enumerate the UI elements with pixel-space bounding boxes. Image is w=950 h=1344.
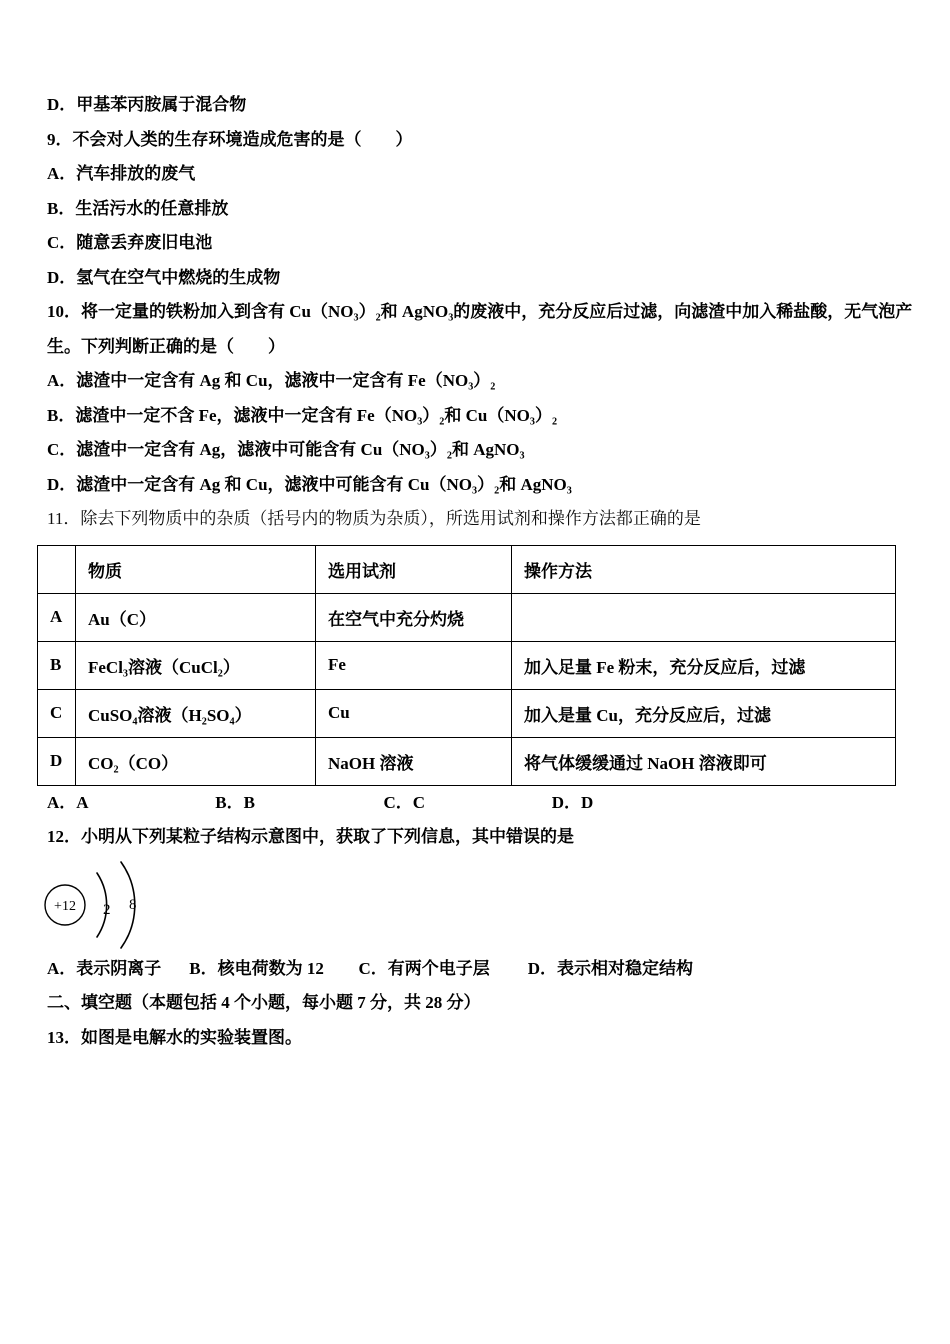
q12-option-c: C．有两个电子层 (358, 958, 490, 978)
table-row (38, 593, 896, 641)
cell-reagent: Cu (316, 689, 512, 737)
q12-options-row (47, 952, 903, 987)
q10-option-b: B．滤渣中一定不含 Fe，滤液中一定含有 Fe（NO₃）₂和 Cu（NO₃）₂ (47, 405, 558, 425)
q12-option-d: D．表示相对稳定结构 (527, 958, 694, 978)
row-label: B (38, 641, 76, 689)
section2-title: 二、填空题（本题包括 4 个小题，每小题 7 分，共 28 分） (47, 993, 481, 1012)
q10-option-a: A．滤渣中一定含有 Ag 和 Cu，滤液中一定含有 Fe（NO₃）₂ (47, 371, 496, 390)
table-header-row (38, 545, 896, 593)
q10-option-c: C．滤渣中一定含有 Ag，滤液中可能含有 Cu（NO₃）₂和 AgNO₃ (47, 440, 525, 459)
q12-option-b: B．核电荷数为 12 (189, 958, 324, 978)
q11-answer-a: A．A (47, 792, 89, 812)
header-blank (38, 545, 76, 593)
purification-table (37, 545, 896, 786)
outer-shell-count: 8 (129, 896, 137, 913)
q11-answer-d: D．D (551, 792, 594, 812)
nucleus-charge-label: +12 (54, 898, 76, 914)
table-row (38, 737, 896, 785)
q11-answer-b: B．B (215, 792, 255, 812)
cell-reagent: Fe (316, 641, 512, 689)
q11-stem: 11．除去下列物质中的杂质（括号内的物质为杂质），所选用试剂和操作方法都正确的是 (47, 509, 701, 528)
inner-shell-count: 2 (103, 901, 111, 918)
header-method: 操作方法 (512, 545, 896, 593)
cell-substance: CuSO₄溶液（H₂SO₄） (76, 689, 316, 737)
cell-method (512, 593, 896, 641)
row-label: D (38, 737, 76, 785)
particle-structure-diagram (39, 857, 903, 952)
q9-option-d: D．氢气在空气中燃烧的生成物 (47, 267, 281, 287)
cell-reagent: 在空气中充分灼烧 (316, 593, 512, 641)
cell-substance: CO₂（CO） (76, 737, 316, 785)
row-label: C (38, 689, 76, 737)
q12-stem: 12．小明从下列某粒子结构示意图中，获取了下列信息，其中错误的是 (47, 827, 574, 846)
table-row (38, 689, 896, 737)
q9-option-c: C．随意丢弃废旧电池 (47, 233, 213, 252)
cell-method: 加入足量 Fe 粉末，充分反应后，过滤 (512, 641, 896, 689)
q10-stem-line1: 10．将一定量的铁粉加入到含有 Cu（NO₃）₂和 AgNO₃的废液中，充分反应后过滤，向滤渣中加入稀盐酸，无气泡产 (47, 302, 913, 321)
q10-stem-line2: 生。下列判断正确的是（ ） (47, 336, 285, 356)
q8-option-d: D．甲基苯丙胺属于混合物 (47, 95, 247, 114)
cell-method: 加入是量 Cu，充分反应后，过滤 (512, 689, 896, 737)
cell-substance: FeCl₃溶液（CuCl₂） (76, 641, 316, 689)
q10-option-d: D．滤渣中一定含有 Ag 和 Cu，滤液中可能含有 Cu（NO₃）₂和 AgNO₃ (47, 474, 572, 494)
header-reagent: 选用试剂 (316, 545, 512, 593)
q9-stem: 9．不会对人类的生存环境造成危害的是（ ） (47, 129, 413, 149)
cell-substance: Au（C） (76, 593, 316, 641)
q9-option-a: A．汽车排放的废气 (47, 164, 196, 183)
cell-reagent: NaOH 溶液 (316, 737, 512, 785)
atom-diagram-svg (39, 857, 189, 952)
table-row (38, 641, 896, 689)
cell-method: 将气体缓缓通过 NaOH 溶液即可 (512, 737, 896, 785)
header-substance: 物质 (76, 545, 316, 593)
q11-answer-options (47, 786, 903, 821)
row-label: A (38, 593, 76, 641)
q11-answer-c: C．C (383, 792, 426, 812)
q12-option-a: A．表示阴离子 (47, 958, 162, 978)
q13-stem: 13．如图是电解水的实验装置图。 (47, 1027, 302, 1047)
q9-option-b: B．生活污水的任意排放 (47, 198, 229, 218)
